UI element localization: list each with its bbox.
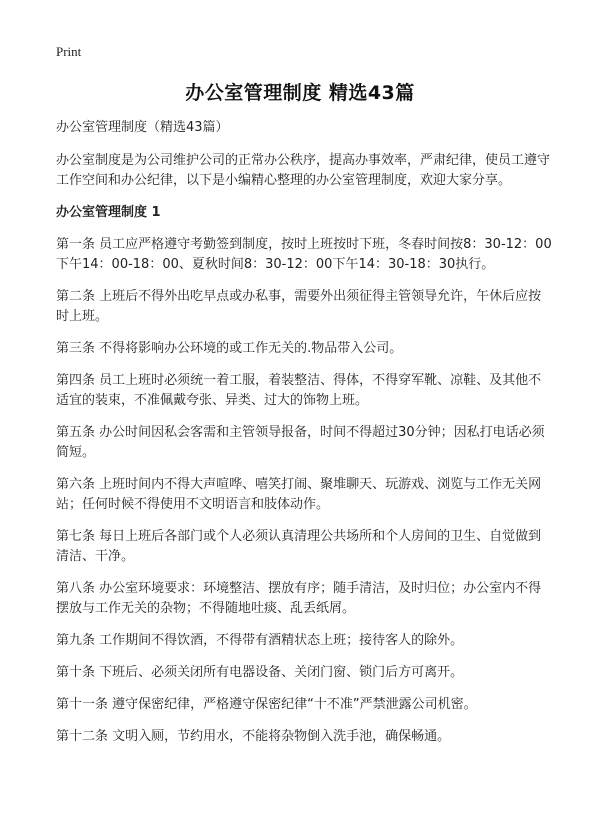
article-3: 第三条 不得将影响办公环境的或工作无关的.物品带入公司。 — [56, 341, 403, 356]
article-10: 第十条 下班后、必须关闭所有电器设备、关闭门窗、锁门后方可离开。 — [56, 665, 464, 680]
document-subtitle: 办公室管理制度（精选43篇） — [56, 120, 229, 135]
article-7: 第七条 每日上班后各部门或个人必须认真清理公共场所和个人房间的卫生、自觉做到清洁、干净。 — [56, 529, 542, 564]
article-6: 第六条 上班时间内不得大声喧哗、嘻笑打闹、聚堆聊天、玩游戏、浏览与工作无关网站；任何时候不得使用不文明语言和肢体动作。 — [56, 477, 542, 512]
page-title: 办公室管理制度 精选43篇 — [185, 82, 415, 104]
article-1: 第一条 员工应严格遵守考勤签到制度，按时上班按时下班，冬春时间按8：30-12：00下午14：00-18：00、夏秋时间8：30-12：00下午14：30-18：30执行。 — [56, 237, 552, 272]
intro-paragraph: 办公室制度是为公司维护公司的正常办公秩序，提高办事效率，严肃纪律，使员工遵守工作空间和办公纪律，以下是小编精心整理的办公室管理制度，欢迎大家分享。 — [56, 153, 551, 188]
section-heading: 办公室管理制度 1 — [56, 205, 161, 220]
document-body — [56, 118, 552, 759]
article-5: 第五条 办公时间因私会客需和主管领导报备，时间不得超过30分钟；因私打电话必须简短。 — [56, 425, 545, 460]
article-8: 第八条 办公室环境要求：环境整洁、摆放有序；随手清洁，及时归位；办公室内不得摆放与工作无关的杂物；不得随地吐痰、乱丢纸屑。 — [56, 581, 542, 616]
print-link[interactable]: Print — [56, 44, 82, 59]
article-4: 第四条 员工上班时必须统一着工服，着装整洁、得体，不得穿军靴、凉鞋、及其他不适宜的装束，不准佩戴夸张、异类、过大的饰物上班。 — [56, 373, 542, 408]
article-11: 第十一条 遵守保密纪律，严格遵守保密纪律“十不准”严禁泄露公司机密。 — [56, 697, 477, 712]
article-2: 第二条 上班后不得外出吃早点或办私事，需要外出须征得主管领导允许，午休后应按时上班。 — [56, 289, 542, 324]
article-9: 第九条 工作期间不得饮酒，不得带有酒精状态上班；接待客人的除外。 — [56, 633, 464, 648]
article-12: 第十二条 文明入厕，节约用水，不能将杂物倒入洗手池，确保畅通。 — [56, 729, 451, 744]
